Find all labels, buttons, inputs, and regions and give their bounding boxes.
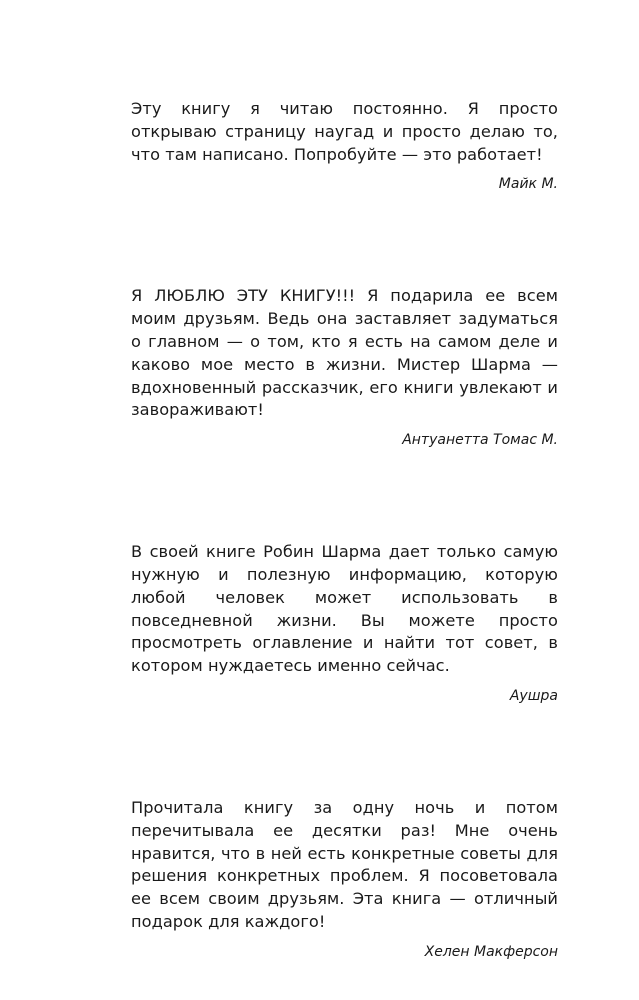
review-text: Я ЛЮБЛЮ ЭТУ КНИГУ!!! Я подарила ее всем моим друзьям. Ведь она заставляет задуматься о главном — о том, кто я есть на самом деле и каково мое место в жизни. Мистер Шарма — вдохновенный рассказчик, его книги увлекают и завораживают! bbox=[131, 286, 558, 420]
review-author: Антуанетта Томас М. bbox=[402, 432, 558, 449]
reviews-page bbox=[131, 98, 558, 962]
review-3 bbox=[131, 541, 558, 706]
review-text: Эту книгу я читаю постоянно. Я просто открываю страницу наугад и просто делаю то, что там написано. Попробуйте — это работает! bbox=[131, 99, 558, 164]
review-author: Хелен Макферсон bbox=[424, 943, 558, 960]
review-4 bbox=[131, 797, 558, 962]
review-text: В своей книге Робин Шарма дает только самую нужную и полезную информацию, которую любой человек может использовать в повседневной жизни. Вы можете просто просмотреть оглавление и найти тот совет, в котором нуждаетесь именно сейчас. bbox=[131, 542, 558, 676]
review-text: Прочитала книгу за одну ночь и потом перечитывала ее десятки раз! Мне очень нравится, что в ней есть конкретные советы для решения конкретных проблем. Я посоветовала ее всем своим друзьям. Эта книга — отличный подарок для каждого! bbox=[131, 797, 558, 931]
review-2 bbox=[131, 285, 558, 450]
review-1 bbox=[131, 98, 558, 194]
review-author: Аушра bbox=[509, 687, 558, 704]
review-author: Майк М. bbox=[498, 176, 558, 193]
